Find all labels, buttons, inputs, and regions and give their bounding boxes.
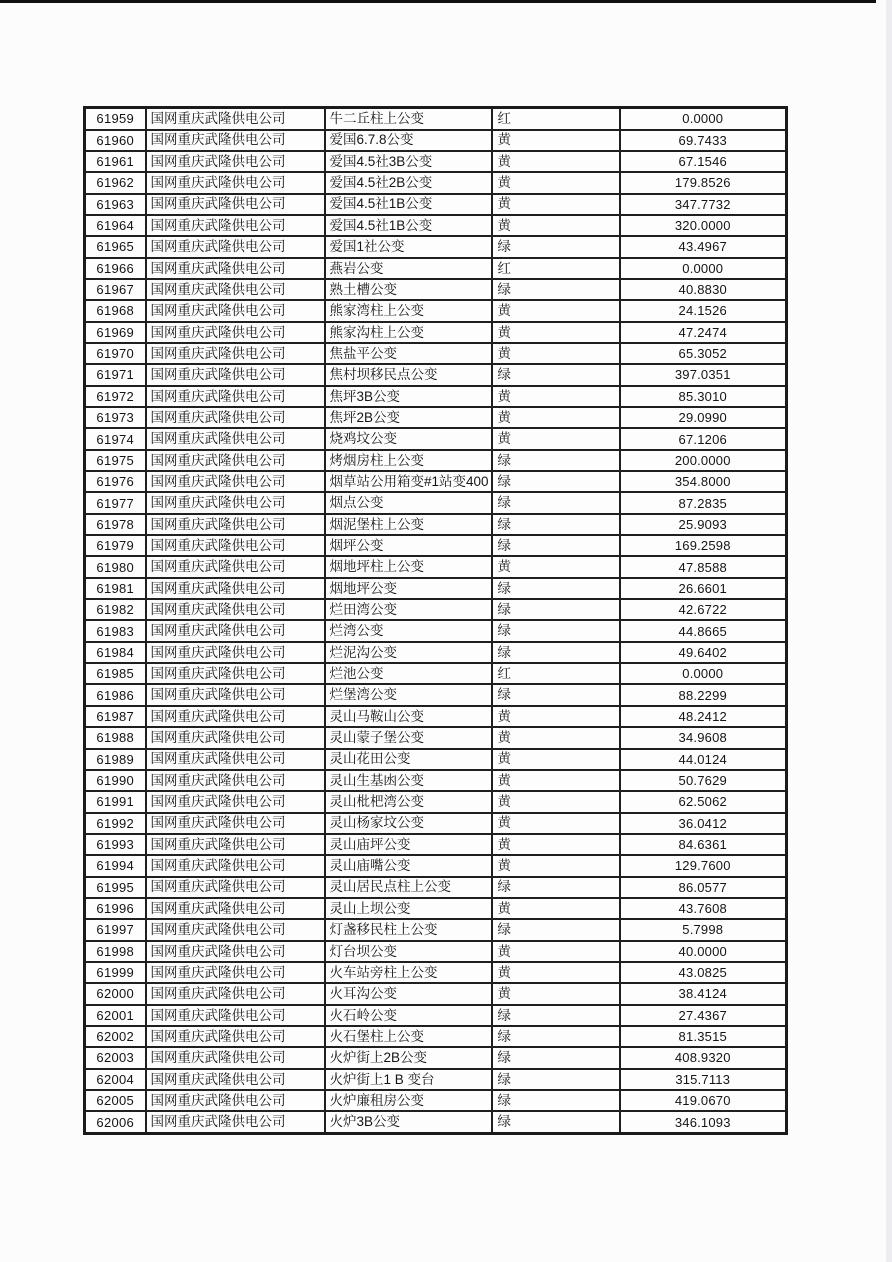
cell-status: 绿 bbox=[492, 620, 620, 641]
cell-value: 29.0990 bbox=[620, 407, 787, 428]
cell-row-id: 61994 bbox=[85, 855, 146, 876]
table-row bbox=[85, 236, 787, 257]
cell-row-id: 61980 bbox=[85, 556, 146, 577]
cell-value: 320.0000 bbox=[620, 215, 787, 236]
table-row bbox=[85, 364, 787, 385]
table-row bbox=[85, 343, 787, 364]
table-row bbox=[85, 983, 787, 1004]
table-row bbox=[85, 1090, 787, 1111]
cell-status: 黄 bbox=[492, 941, 620, 962]
cell-status: 绿 bbox=[492, 279, 620, 300]
cell-company: 国网重庆武隆供电公司 bbox=[146, 215, 325, 236]
cell-value: 67.1546 bbox=[620, 151, 787, 172]
cell-transformer-name: 焦坪3B公变 bbox=[325, 386, 492, 407]
cell-row-id: 62001 bbox=[85, 1005, 146, 1026]
cell-value: 85.3010 bbox=[620, 386, 787, 407]
cell-company: 国网重庆武隆供电公司 bbox=[146, 194, 325, 215]
cell-transformer-name: 牛二丘柱上公变 bbox=[325, 108, 492, 130]
table-row bbox=[85, 1047, 787, 1068]
cell-transformer-name: 烂池公变 bbox=[325, 663, 492, 684]
cell-company: 国网重庆武隆供电公司 bbox=[146, 322, 325, 343]
cell-company: 国网重庆武隆供电公司 bbox=[146, 108, 325, 130]
cell-row-id: 61960 bbox=[85, 130, 146, 151]
table-row bbox=[85, 620, 787, 641]
cell-value: 129.7600 bbox=[620, 855, 787, 876]
cell-company: 国网重庆武隆供电公司 bbox=[146, 428, 325, 449]
cell-value: 27.4367 bbox=[620, 1005, 787, 1026]
table-row bbox=[85, 941, 787, 962]
cell-status: 黄 bbox=[492, 428, 620, 449]
cell-status: 黄 bbox=[492, 770, 620, 791]
table-row bbox=[85, 919, 787, 940]
cell-row-id: 61995 bbox=[85, 877, 146, 898]
cell-company: 国网重庆武隆供电公司 bbox=[146, 1111, 325, 1133]
cell-company: 国网重庆武隆供电公司 bbox=[146, 706, 325, 727]
cell-status: 黄 bbox=[492, 855, 620, 876]
cell-transformer-name: 火石岭公变 bbox=[325, 1005, 492, 1026]
cell-company: 国网重庆武隆供电公司 bbox=[146, 343, 325, 364]
table-row bbox=[85, 194, 787, 215]
cell-row-id: 61987 bbox=[85, 706, 146, 727]
cell-value: 24.1526 bbox=[620, 300, 787, 321]
cell-row-id: 61974 bbox=[85, 428, 146, 449]
cell-value: 62.5062 bbox=[620, 791, 787, 812]
cell-transformer-name: 烂堡湾公变 bbox=[325, 684, 492, 705]
cell-company: 国网重庆武隆供电公司 bbox=[146, 1026, 325, 1047]
cell-transformer-name: 灵山蒙子堡公变 bbox=[325, 727, 492, 748]
cell-transformer-name: 灵山庙坪公变 bbox=[325, 834, 492, 855]
cell-transformer-name: 烤烟房柱上公变 bbox=[325, 450, 492, 471]
cell-status: 红 bbox=[492, 108, 620, 130]
cell-transformer-name: 焦盐平公变 bbox=[325, 343, 492, 364]
cell-status: 黄 bbox=[492, 172, 620, 193]
cell-row-id: 61993 bbox=[85, 834, 146, 855]
table-row bbox=[85, 813, 787, 834]
cell-row-id: 61965 bbox=[85, 236, 146, 257]
cell-company: 国网重庆武隆供电公司 bbox=[146, 364, 325, 385]
cell-value: 354.8000 bbox=[620, 471, 787, 492]
cell-transformer-name: 爱国4.5社1B公变 bbox=[325, 215, 492, 236]
cell-company: 国网重庆武隆供电公司 bbox=[146, 791, 325, 812]
cell-transformer-name: 灯台坝公变 bbox=[325, 941, 492, 962]
cell-status: 黄 bbox=[492, 386, 620, 407]
cell-company: 国网重庆武隆供电公司 bbox=[146, 1090, 325, 1111]
cell-transformer-name: 烟草站公用箱变#1站变400 bbox=[325, 471, 492, 492]
cell-transformer-name: 燕岩公变 bbox=[325, 258, 492, 279]
cell-transformer-name: 灯盏移民柱上公变 bbox=[325, 919, 492, 940]
cell-value: 84.6361 bbox=[620, 834, 787, 855]
cell-status: 黄 bbox=[492, 983, 620, 1004]
cell-row-id: 61988 bbox=[85, 727, 146, 748]
cell-status: 绿 bbox=[492, 642, 620, 663]
table-row bbox=[85, 450, 787, 471]
table-row bbox=[85, 1005, 787, 1026]
cell-row-id: 61972 bbox=[85, 386, 146, 407]
cell-company: 国网重庆武隆供电公司 bbox=[146, 407, 325, 428]
table-row bbox=[85, 855, 787, 876]
cell-transformer-name: 火耳沟公变 bbox=[325, 983, 492, 1004]
cell-status: 黄 bbox=[492, 791, 620, 812]
table-row bbox=[85, 684, 787, 705]
table-row bbox=[85, 706, 787, 727]
cell-company: 国网重庆武隆供电公司 bbox=[146, 1069, 325, 1090]
cell-transformer-name: 烟坪公变 bbox=[325, 535, 492, 556]
cell-row-id: 61997 bbox=[85, 919, 146, 940]
cell-status: 黄 bbox=[492, 322, 620, 343]
cell-company: 国网重庆武隆供电公司 bbox=[146, 642, 325, 663]
cell-value: 169.2598 bbox=[620, 535, 787, 556]
cell-value: 40.0000 bbox=[620, 941, 787, 962]
cell-transformer-name: 烟地坪公变 bbox=[325, 578, 492, 599]
cell-row-id: 61973 bbox=[85, 407, 146, 428]
cell-transformer-name: 熊家湾柱上公变 bbox=[325, 300, 492, 321]
cell-company: 国网重庆武隆供电公司 bbox=[146, 1005, 325, 1026]
table-row bbox=[85, 428, 787, 449]
table-row bbox=[85, 834, 787, 855]
cell-value: 43.7608 bbox=[620, 898, 787, 919]
cell-row-id: 61999 bbox=[85, 962, 146, 983]
cell-value: 44.0124 bbox=[620, 749, 787, 770]
cell-company: 国网重庆武隆供电公司 bbox=[146, 941, 325, 962]
cell-status: 黄 bbox=[492, 749, 620, 770]
cell-value: 346.1093 bbox=[620, 1111, 787, 1133]
cell-transformer-name: 爱国1社公变 bbox=[325, 236, 492, 257]
cell-value: 0.0000 bbox=[620, 663, 787, 684]
table-row bbox=[85, 279, 787, 300]
cell-status: 黄 bbox=[492, 706, 620, 727]
cell-transformer-name: 火石堡柱上公变 bbox=[325, 1026, 492, 1047]
cell-row-id: 61998 bbox=[85, 941, 146, 962]
cell-status: 黄 bbox=[492, 727, 620, 748]
cell-transformer-name: 火炉3B公变 bbox=[325, 1111, 492, 1133]
cell-value: 87.2835 bbox=[620, 492, 787, 513]
cell-status: 黄 bbox=[492, 300, 620, 321]
cell-row-id: 61986 bbox=[85, 684, 146, 705]
cell-row-id: 61975 bbox=[85, 450, 146, 471]
cell-row-id: 61961 bbox=[85, 151, 146, 172]
cell-row-id: 61996 bbox=[85, 898, 146, 919]
cell-status: 黄 bbox=[492, 130, 620, 151]
table-row bbox=[85, 407, 787, 428]
cell-company: 国网重庆武隆供电公司 bbox=[146, 1047, 325, 1068]
cell-row-id: 61967 bbox=[85, 279, 146, 300]
cell-row-id: 61984 bbox=[85, 642, 146, 663]
table-row bbox=[85, 535, 787, 556]
cell-company: 国网重庆武隆供电公司 bbox=[146, 599, 325, 620]
cell-status: 绿 bbox=[492, 535, 620, 556]
cell-value: 49.6402 bbox=[620, 642, 787, 663]
cell-row-id: 61978 bbox=[85, 514, 146, 535]
cell-status: 绿 bbox=[492, 599, 620, 620]
cell-row-id: 61966 bbox=[85, 258, 146, 279]
cell-row-id: 61983 bbox=[85, 620, 146, 641]
cell-status: 绿 bbox=[492, 1111, 620, 1133]
table-row bbox=[85, 770, 787, 791]
cell-company: 国网重庆武隆供电公司 bbox=[146, 578, 325, 599]
cell-row-id: 61977 bbox=[85, 492, 146, 513]
cell-row-id: 61970 bbox=[85, 343, 146, 364]
cell-value: 42.6722 bbox=[620, 599, 787, 620]
cell-row-id: 61991 bbox=[85, 791, 146, 812]
cell-company: 国网重庆武隆供电公司 bbox=[146, 258, 325, 279]
cell-value: 5.7998 bbox=[620, 919, 787, 940]
table-row bbox=[85, 599, 787, 620]
cell-company: 国网重庆武隆供电公司 bbox=[146, 492, 325, 513]
cell-row-id: 61976 bbox=[85, 471, 146, 492]
cell-value: 43.0825 bbox=[620, 962, 787, 983]
cell-transformer-name: 熟土槽公变 bbox=[325, 279, 492, 300]
table-row bbox=[85, 471, 787, 492]
cell-transformer-name: 焦村坝移民点公变 bbox=[325, 364, 492, 385]
table-row bbox=[85, 749, 787, 770]
cell-status: 绿 bbox=[492, 877, 620, 898]
cell-company: 国网重庆武隆供电公司 bbox=[146, 663, 325, 684]
cell-company: 国网重庆武隆供电公司 bbox=[146, 450, 325, 471]
cell-company: 国网重庆武隆供电公司 bbox=[146, 279, 325, 300]
table-row bbox=[85, 492, 787, 513]
cell-status: 绿 bbox=[492, 364, 620, 385]
cell-row-id: 61964 bbox=[85, 215, 146, 236]
cell-row-id: 61969 bbox=[85, 322, 146, 343]
cell-row-id: 61982 bbox=[85, 599, 146, 620]
cell-value: 67.1206 bbox=[620, 428, 787, 449]
cell-value: 47.8588 bbox=[620, 556, 787, 577]
cell-row-id: 61979 bbox=[85, 535, 146, 556]
cell-status: 绿 bbox=[492, 1047, 620, 1068]
cell-company: 国网重庆武隆供电公司 bbox=[146, 749, 325, 770]
cell-transformer-name: 灵山马鞍山公变 bbox=[325, 706, 492, 727]
cell-status: 绿 bbox=[492, 514, 620, 535]
cell-value: 40.8830 bbox=[620, 279, 787, 300]
cell-company: 国网重庆武隆供电公司 bbox=[146, 727, 325, 748]
table-row bbox=[85, 1026, 787, 1047]
table-row bbox=[85, 663, 787, 684]
table-row bbox=[85, 258, 787, 279]
table-row bbox=[85, 108, 787, 130]
cell-company: 国网重庆武隆供电公司 bbox=[146, 300, 325, 321]
cell-status: 绿 bbox=[492, 684, 620, 705]
table-row bbox=[85, 514, 787, 535]
cell-transformer-name: 爱国6.7.8公变 bbox=[325, 130, 492, 151]
cell-company: 国网重庆武隆供电公司 bbox=[146, 813, 325, 834]
cell-value: 34.9608 bbox=[620, 727, 787, 748]
cell-value: 347.7732 bbox=[620, 194, 787, 215]
table-row bbox=[85, 727, 787, 748]
cell-value: 397.0351 bbox=[620, 364, 787, 385]
cell-row-id: 62005 bbox=[85, 1090, 146, 1111]
cell-transformer-name: 灵山杨家坟公变 bbox=[325, 813, 492, 834]
cell-row-id: 62002 bbox=[85, 1026, 146, 1047]
cell-transformer-name: 烧鸡坟公变 bbox=[325, 428, 492, 449]
cell-value: 26.6601 bbox=[620, 578, 787, 599]
cell-row-id: 62006 bbox=[85, 1111, 146, 1133]
cell-status: 红 bbox=[492, 258, 620, 279]
cell-row-id: 61989 bbox=[85, 749, 146, 770]
cell-value: 0.0000 bbox=[620, 258, 787, 279]
cell-transformer-name: 灵山枇杷湾公变 bbox=[325, 791, 492, 812]
table-row bbox=[85, 962, 787, 983]
cell-row-id: 62004 bbox=[85, 1069, 146, 1090]
cell-company: 国网重庆武隆供电公司 bbox=[146, 151, 325, 172]
cell-company: 国网重庆武隆供电公司 bbox=[146, 834, 325, 855]
cell-row-id: 61971 bbox=[85, 364, 146, 385]
cell-transformer-name: 灵山庙嘴公变 bbox=[325, 855, 492, 876]
table-row bbox=[85, 386, 787, 407]
cell-company: 国网重庆武隆供电公司 bbox=[146, 919, 325, 940]
cell-status: 绿 bbox=[492, 1090, 620, 1111]
cell-company: 国网重庆武隆供电公司 bbox=[146, 471, 325, 492]
table-row bbox=[85, 130, 787, 151]
cell-status: 绿 bbox=[492, 471, 620, 492]
top-border-line bbox=[0, 0, 876, 3]
cell-status: 绿 bbox=[492, 236, 620, 257]
cell-transformer-name: 烟泥堡柱上公变 bbox=[325, 514, 492, 535]
cell-company: 国网重庆武隆供电公司 bbox=[146, 898, 325, 919]
table-row bbox=[85, 642, 787, 663]
cell-value: 81.3515 bbox=[620, 1026, 787, 1047]
cell-row-id: 61959 bbox=[85, 108, 146, 130]
cell-value: 25.9093 bbox=[620, 514, 787, 535]
transformer-status-table bbox=[83, 106, 788, 1135]
cell-status: 绿 bbox=[492, 1026, 620, 1047]
table-row bbox=[85, 1111, 787, 1133]
cell-transformer-name: 火车站旁柱上公变 bbox=[325, 962, 492, 983]
cell-company: 国网重庆武隆供电公司 bbox=[146, 877, 325, 898]
cell-status: 绿 bbox=[492, 450, 620, 471]
cell-company: 国网重庆武隆供电公司 bbox=[146, 535, 325, 556]
cell-status: 黄 bbox=[492, 151, 620, 172]
cell-value: 88.2299 bbox=[620, 684, 787, 705]
cell-value: 38.4124 bbox=[620, 983, 787, 1004]
cell-value: 50.7629 bbox=[620, 770, 787, 791]
cell-transformer-name: 火炉廉租房公变 bbox=[325, 1090, 492, 1111]
cell-row-id: 61962 bbox=[85, 172, 146, 193]
cell-transformer-name: 爱国4.5社2B公变 bbox=[325, 172, 492, 193]
cell-transformer-name: 灵山居民点柱上公变 bbox=[325, 877, 492, 898]
cell-value: 44.8665 bbox=[620, 620, 787, 641]
table-row bbox=[85, 877, 787, 898]
table-row bbox=[85, 556, 787, 577]
cell-transformer-name: 烂泥沟公变 bbox=[325, 642, 492, 663]
cell-status: 黄 bbox=[492, 834, 620, 855]
cell-value: 419.0670 bbox=[620, 1090, 787, 1111]
cell-row-id: 61992 bbox=[85, 813, 146, 834]
cell-company: 国网重庆武隆供电公司 bbox=[146, 514, 325, 535]
cell-company: 国网重庆武隆供电公司 bbox=[146, 236, 325, 257]
page-right-edge bbox=[886, 0, 892, 1262]
cell-company: 国网重庆武隆供电公司 bbox=[146, 172, 325, 193]
cell-status: 绿 bbox=[492, 919, 620, 940]
cell-transformer-name: 烟地坪柱上公变 bbox=[325, 556, 492, 577]
cell-transformer-name: 焦坪2B公变 bbox=[325, 407, 492, 428]
table-row bbox=[85, 300, 787, 321]
table-row bbox=[85, 172, 787, 193]
cell-company: 国网重庆武隆供电公司 bbox=[146, 855, 325, 876]
cell-status: 绿 bbox=[492, 1005, 620, 1026]
cell-value: 86.0577 bbox=[620, 877, 787, 898]
cell-company: 国网重庆武隆供电公司 bbox=[146, 962, 325, 983]
cell-transformer-name: 灵山花田公变 bbox=[325, 749, 492, 770]
cell-value: 179.8526 bbox=[620, 172, 787, 193]
cell-status: 黄 bbox=[492, 215, 620, 236]
table-row bbox=[85, 1069, 787, 1090]
transformer-table-body bbox=[85, 108, 787, 1134]
cell-transformer-name: 爱国4.5社3B公变 bbox=[325, 151, 492, 172]
cell-transformer-name: 灵山上坝公变 bbox=[325, 898, 492, 919]
cell-status: 黄 bbox=[492, 194, 620, 215]
cell-value: 200.0000 bbox=[620, 450, 787, 471]
cell-company: 国网重庆武隆供电公司 bbox=[146, 620, 325, 641]
table-row bbox=[85, 151, 787, 172]
cell-status: 绿 bbox=[492, 492, 620, 513]
cell-row-id: 62000 bbox=[85, 983, 146, 1004]
cell-row-id: 61990 bbox=[85, 770, 146, 791]
table-row bbox=[85, 578, 787, 599]
cell-transformer-name: 火炉街上1 B 变台 bbox=[325, 1069, 492, 1090]
cell-value: 65.3052 bbox=[620, 343, 787, 364]
cell-status: 黄 bbox=[492, 898, 620, 919]
cell-transformer-name: 灵山生基凼公变 bbox=[325, 770, 492, 791]
cell-transformer-name: 烂田湾公变 bbox=[325, 599, 492, 620]
cell-value: 47.2474 bbox=[620, 322, 787, 343]
table-row bbox=[85, 898, 787, 919]
cell-company: 国网重庆武隆供电公司 bbox=[146, 770, 325, 791]
cell-value: 43.4967 bbox=[620, 236, 787, 257]
cell-status: 黄 bbox=[492, 407, 620, 428]
cell-value: 0.0000 bbox=[620, 108, 787, 130]
cell-row-id: 61968 bbox=[85, 300, 146, 321]
cell-status: 红 bbox=[492, 663, 620, 684]
cell-status: 绿 bbox=[492, 578, 620, 599]
table-row bbox=[85, 215, 787, 236]
cell-row-id: 61963 bbox=[85, 194, 146, 215]
table-row bbox=[85, 791, 787, 812]
cell-value: 48.2412 bbox=[620, 706, 787, 727]
cell-status: 黄 bbox=[492, 962, 620, 983]
cell-status: 黄 bbox=[492, 343, 620, 364]
cell-company: 国网重庆武隆供电公司 bbox=[146, 386, 325, 407]
cell-transformer-name: 烟点公变 bbox=[325, 492, 492, 513]
cell-company: 国网重庆武隆供电公司 bbox=[146, 556, 325, 577]
cell-value: 408.9320 bbox=[620, 1047, 787, 1068]
cell-value: 36.0412 bbox=[620, 813, 787, 834]
cell-status: 黄 bbox=[492, 556, 620, 577]
cell-row-id: 62003 bbox=[85, 1047, 146, 1068]
table-row bbox=[85, 322, 787, 343]
cell-status: 黄 bbox=[492, 813, 620, 834]
cell-value: 69.7433 bbox=[620, 130, 787, 151]
cell-company: 国网重庆武隆供电公司 bbox=[146, 684, 325, 705]
cell-value: 315.7113 bbox=[620, 1069, 787, 1090]
cell-status: 绿 bbox=[492, 1069, 620, 1090]
cell-row-id: 61985 bbox=[85, 663, 146, 684]
cell-transformer-name: 熊家沟柱上公变 bbox=[325, 322, 492, 343]
cell-company: 国网重庆武隆供电公司 bbox=[146, 130, 325, 151]
cell-transformer-name: 爱国4.5社1B公变 bbox=[325, 194, 492, 215]
cell-company: 国网重庆武隆供电公司 bbox=[146, 983, 325, 1004]
cell-transformer-name: 火炉街上2B公变 bbox=[325, 1047, 492, 1068]
cell-row-id: 61981 bbox=[85, 578, 146, 599]
cell-transformer-name: 烂湾公变 bbox=[325, 620, 492, 641]
